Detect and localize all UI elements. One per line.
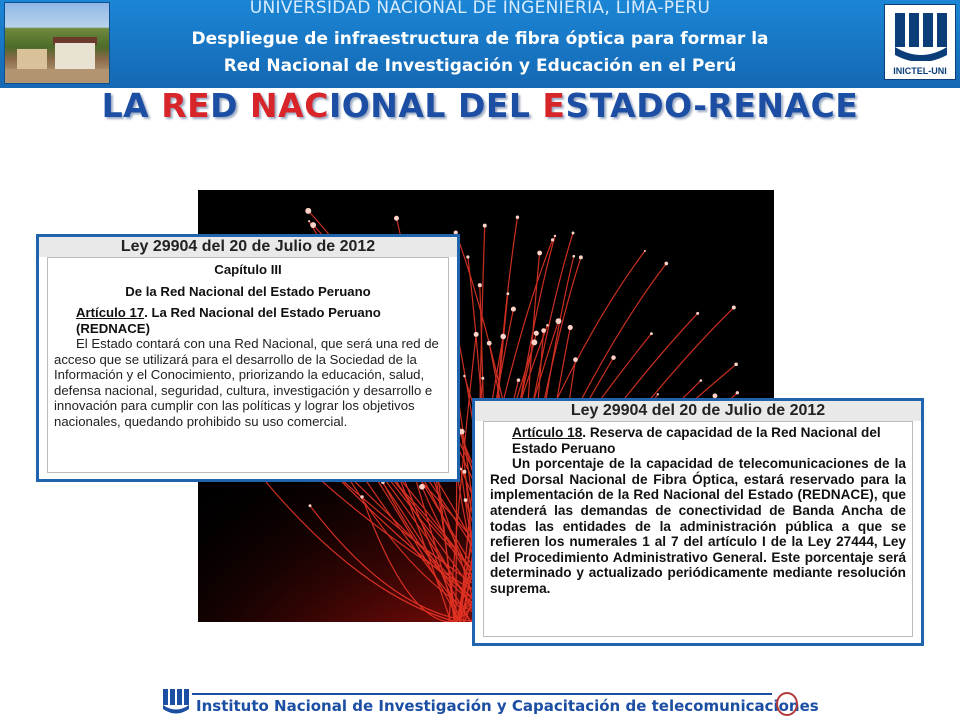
fiber-tip bbox=[572, 232, 575, 235]
fiber-tip bbox=[696, 312, 699, 315]
slide-title bbox=[0, 86, 960, 125]
fiber-tip bbox=[462, 470, 466, 474]
chapter-label: Capítulo III bbox=[214, 262, 282, 277]
inictel-logo bbox=[884, 4, 956, 80]
fiber-tip bbox=[611, 355, 616, 360]
fiber-tip bbox=[483, 224, 487, 228]
fiber-tip bbox=[579, 255, 583, 259]
title-segment-red: E bbox=[542, 86, 566, 125]
fiber-tip bbox=[309, 504, 312, 507]
fiber-tip bbox=[534, 331, 539, 336]
fiber-tip bbox=[360, 495, 363, 498]
fiber-tip bbox=[537, 251, 542, 256]
inictel-footer-logo-icon bbox=[162, 688, 190, 714]
fiber-tip bbox=[474, 332, 479, 337]
header-banner bbox=[0, 0, 960, 88]
title-segment: IONAL DEL bbox=[328, 86, 543, 125]
title-segment: LA bbox=[101, 86, 162, 125]
article-body: Un porcentaje de la capacidad de telecomunicaciones de la Red Dorsal Nacional de Fibra Óptica, estará reservado para la implementación de la Red Nacional del Estado (REDNACE), que atenderá las demandas de conectividad de Banda Ancha de todas las entidades de la administración pública a que se refieren los numerales 1 al 7 del artículo I de la Ley 27444, Ley del Procedimiento Administrativo General. Este porcentaje será determinado y actualizado periódicamente mediante resolución suprema. bbox=[490, 456, 906, 596]
fiber-tip bbox=[463, 375, 465, 377]
article-title bbox=[54, 305, 442, 336]
inictel-logo-caption: INICTEL-UNI bbox=[893, 66, 947, 76]
fiber-tip bbox=[466, 255, 469, 258]
law-heading: Ley 29904 del 20 de Julio de 2012 bbox=[475, 401, 921, 421]
fiber-tip bbox=[464, 498, 468, 502]
law-excerpt-article-18 bbox=[472, 398, 924, 646]
law-excerpt-article-17 bbox=[36, 234, 460, 482]
fiber-tip bbox=[657, 393, 659, 395]
title-segment: STADO-RENACE bbox=[565, 86, 859, 125]
law-text-panel bbox=[47, 257, 449, 473]
law-heading: Ley 29904 del 20 de Julio de 2012 bbox=[39, 237, 457, 257]
fiber-tip bbox=[478, 283, 482, 287]
fiber-tip bbox=[650, 332, 653, 335]
article-title-text: . Reserva de capacidad de la Red Nacional del Estado Peruano bbox=[512, 425, 881, 456]
footer-institute-name: Instituto Nacional de Investigación y Capacitación de telecomunicaciones bbox=[196, 697, 819, 715]
article-label: Artículo 18 bbox=[512, 425, 583, 440]
title-segment: D bbox=[210, 86, 251, 125]
fiber-tip bbox=[541, 328, 546, 333]
fiber-tip bbox=[310, 222, 316, 228]
fiber-tip bbox=[419, 484, 425, 490]
fiber-tip bbox=[664, 262, 668, 266]
title-segment-red: NAC bbox=[250, 86, 329, 125]
fiber-tip bbox=[500, 334, 506, 340]
fiber-tip bbox=[644, 250, 646, 252]
fiber-tip bbox=[700, 379, 703, 382]
presentation-subtitle-line1: Despliegue de infraestructura de fibra óptica para formar la bbox=[191, 29, 769, 49]
fiber-tip bbox=[511, 307, 516, 312]
fiber-tip bbox=[460, 468, 462, 470]
fiber-tip bbox=[568, 325, 573, 330]
fiber-tip bbox=[516, 216, 519, 219]
fiber-tip bbox=[546, 324, 549, 327]
fiber-tip bbox=[531, 339, 537, 345]
fiber-tip bbox=[732, 305, 736, 309]
article-title-text: . La Red Nacional del Estado Peruano (REDNACE) bbox=[76, 305, 381, 336]
article-label: Artículo 17 bbox=[76, 305, 145, 320]
fiber-tip bbox=[506, 292, 509, 295]
fiber-tip bbox=[573, 357, 578, 362]
fiber-tip bbox=[481, 377, 484, 380]
fiber-tip bbox=[572, 255, 575, 258]
fiber-tip bbox=[554, 235, 556, 237]
university-name: UNIVERSIDAD NACIONAL DE INGENIERIA, LIMA-PERU bbox=[249, 0, 711, 18]
fiber-tip bbox=[305, 208, 311, 214]
law-text-panel bbox=[483, 421, 913, 637]
title-segment-red: RE bbox=[161, 86, 211, 125]
university-seal-icon bbox=[776, 692, 798, 716]
fiber-tip bbox=[517, 378, 521, 382]
fiber-tip bbox=[734, 363, 738, 367]
chapter-title: De la Red Nacional del Estado Peruano bbox=[125, 283, 371, 299]
fiber-tip bbox=[394, 216, 399, 221]
article-body: El Estado contará con una Red Nacional, que será una red de acceso que se utilizará para el desarrollo de la Sociedad de la Información y el Conocimiento, priorizando la educación, salud, defensa nacional, seguridad, cultura, investigación y desarrollo e innovación para cumplir con las políticas y lograr los objetivos nacionales, quedando prohibido su uso comercial. bbox=[54, 336, 439, 429]
footer-divider bbox=[192, 693, 772, 695]
fiber-tip bbox=[551, 238, 554, 241]
article-title bbox=[490, 425, 906, 456]
inictel-logo-icon bbox=[893, 11, 949, 61]
fiber-tip bbox=[308, 220, 310, 222]
fiber-tip bbox=[556, 318, 562, 324]
presentation-subtitle-line2: Red Nacional de Investigación y Educación en el Perú bbox=[223, 56, 737, 76]
fiber-tip bbox=[487, 341, 492, 346]
fiber-tip bbox=[736, 391, 739, 394]
